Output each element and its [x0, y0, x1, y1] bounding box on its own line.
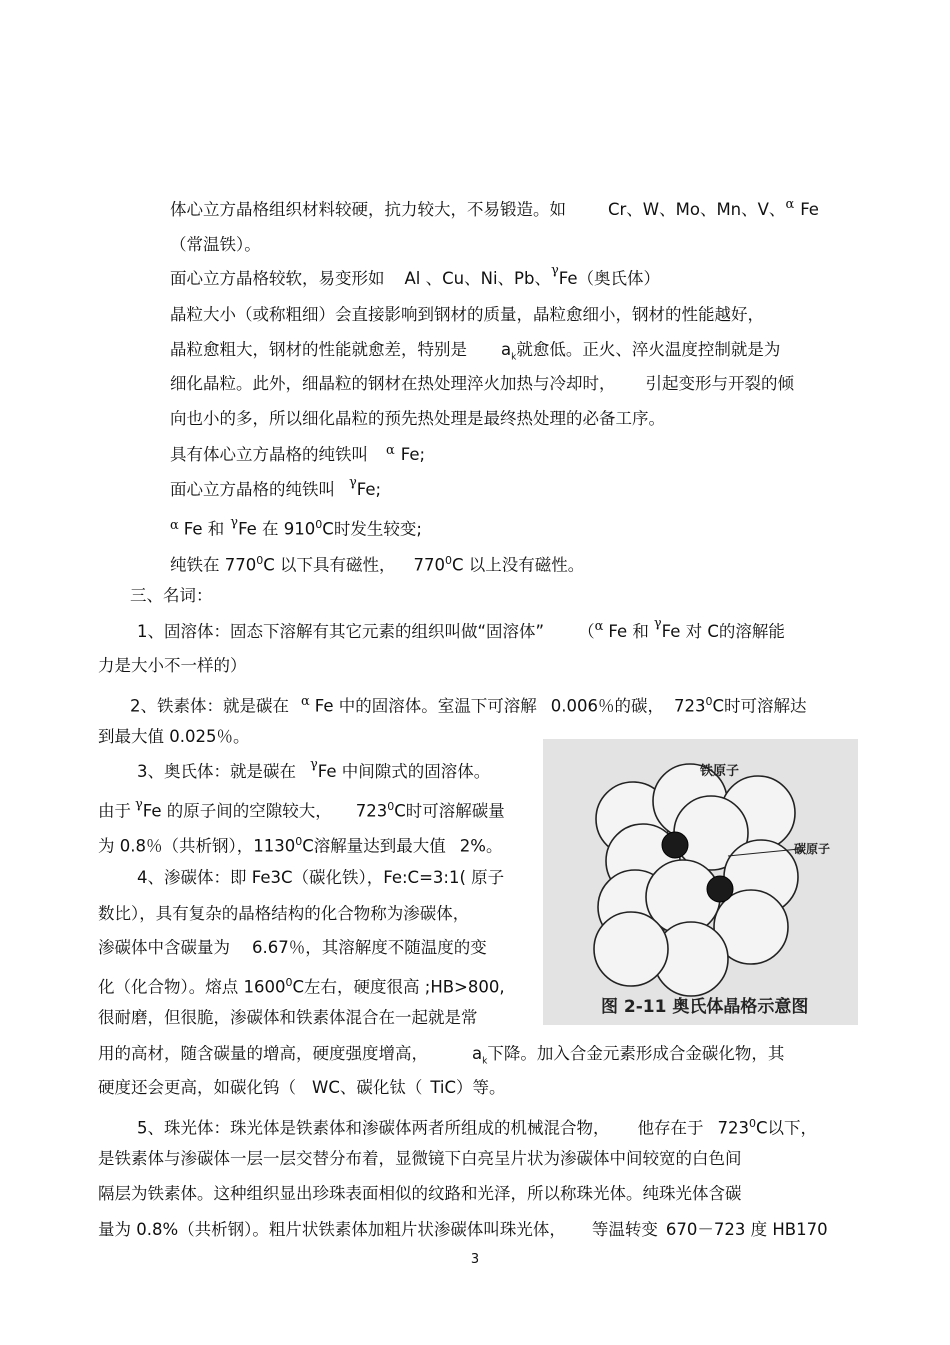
figure-caption: 图 2-11 奥氏体晶格示意图: [601, 997, 809, 1017]
text-line: 2、铁素体：就是碳在 $^\alpha$ Fe 中的固溶体。室温下可溶解 0.006％的碳， $723^0C$时可溶解达: [130, 693, 807, 716]
text-line: 由于 $^\gamma$Fe 的原子间的空隙较大， $723^0C$时可溶解碳量: [98, 796, 505, 821]
text-line: 力是大小不一样的）: [98, 656, 247, 675]
text-line: $^\alpha$ Fe 和 $^\gamma$Fe 在 $910^0C$时发生较变;: [170, 514, 422, 539]
text-line: 面心立方晶格较软，易变形如 Al 、Cu、Ni、Pb、$^\gamma$Fe（奥氏体）: [170, 263, 660, 288]
text-line: 硬度还会更高，如碳化钨（ WC、碳化钛（ TiC）等。: [98, 1078, 506, 1097]
text-line: 晶粒大小（或称粗细）会直接影响到钢材的质量，晶粒愈细小，钢材的性能越好，: [170, 305, 764, 324]
iron-atom: [594, 912, 668, 986]
text-line: 化（化合物）。熔点 1600$^0$C左右，硬度很高 ;HB>800,: [98, 976, 505, 997]
text-line: 很耐磨，但很脆，渗碳体和铁素体混合在一起就是常: [98, 1008, 478, 1027]
text-line: 为 0.8％（共析钢），1130$^0$C溶解量达到最大值 2%。: [98, 835, 503, 856]
iron-atom-label: 铁原子: [700, 764, 740, 779]
text-line: （常温铁）。: [170, 235, 261, 254]
austenite-lattice-figure: [543, 739, 858, 1025]
text-line: 具有体心立方晶格的纯铁叫 $^\alpha$ Fe;: [170, 443, 426, 464]
text-line: 1、固溶体：固态下溶解有其它元素的组织叫做“固溶体” （$^\alpha$ Fe 和 $^\gamma$Fe 对 C的溶解能: [137, 616, 785, 641]
text-line: 晶粒愈粗大，钢材的性能就愈差，特别是 $a_k$就愈低。正火、淬火温度控制就是为: [170, 340, 781, 363]
text-line: 是铁素体与渗碳体一层一层交替分布着，显微镜下白亮呈片状为渗碳体中间较宽的白色间: [98, 1149, 742, 1168]
text-line: 面心立方晶格的纯铁叫 $^\gamma$Fe;: [170, 475, 382, 499]
text-line: 4、渗碳体：即 Fe3C（碳化铁），Fe:C=3:1( 原子: [137, 868, 505, 887]
iron-atoms: [594, 764, 798, 996]
text-line: 隔层为铁素体。这种组织显出珍珠表面相似的纹路和光泽，所以称珠光体。纯珠光体含碳: [98, 1184, 742, 1203]
carbon-atom: [707, 876, 733, 902]
carbon-atom: [662, 832, 688, 858]
lattice-diagram: [543, 739, 858, 1025]
text-line: 3、奥氏体：就是碳在 $^\gamma$Fe 中间隙式的固溶体。: [137, 757, 491, 781]
text-line: 向也小的多，所以细化晶粒的预先热处理是最终热处理的必备工序。: [170, 409, 665, 428]
text-line: 细化晶粒。此外，细晶粒的钢材在热处理淬火加热与冷却时， 引起变形与开裂的倾: [170, 374, 794, 393]
page-number: 3: [470, 1252, 480, 1267]
text-line: 5、珠光体：珠光体是铁素体和渗碳体两者所组成的机械混合物， 他存在于 $723^0C$以下，: [137, 1117, 818, 1138]
text-line: 数比），具有复杂的晶格结构的化合物称为渗碳体，: [98, 904, 470, 923]
carbon-atom-label: 碳原子: [794, 842, 831, 856]
section-heading: 三、名词：: [130, 586, 213, 605]
text-line: 到最大值 0.025％。: [98, 727, 250, 746]
text-line: 体心立方晶格组织材料较硬，抗力较大，不易锻造。如 Cr、W、Mo、Mn、V、$^\alpha$ Fe: [170, 197, 819, 219]
text-line: 渗碳体中含碳量为 6.67％，其溶解度不随温度的变: [98, 938, 487, 957]
text-line: 量为 0.8%（共析钢）。粗片状铁素体加粗片状渗碳体叫珠光体， 等温转变 670－723 度 HB170: [98, 1220, 828, 1239]
text-line: 纯铁在 $770^0C$ 以下具有磁性， $770^0C$ 以上没有磁性。: [170, 554, 585, 575]
text-line: 用的高材，随含碳量的增高，硬度强度增高， $a_k$下降。加入合金元素形成合金碳化物，其: [98, 1044, 785, 1067]
